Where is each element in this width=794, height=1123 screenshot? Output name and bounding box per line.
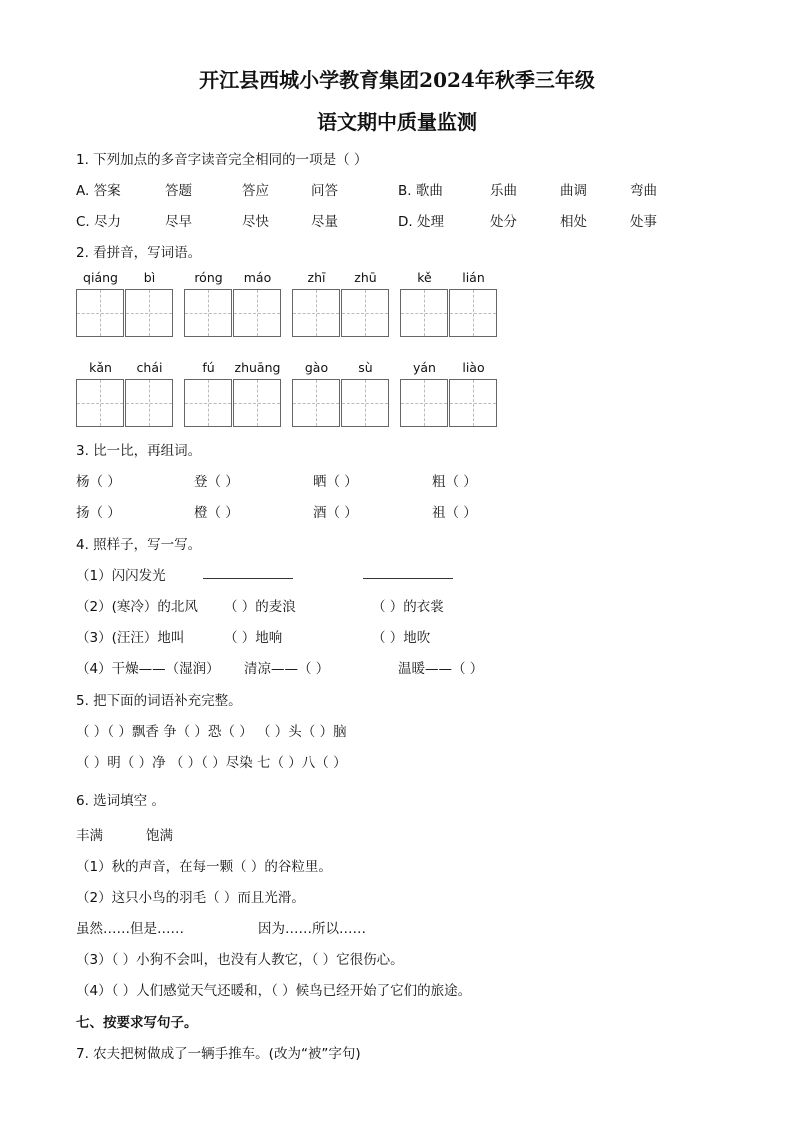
- pinyin-label: qiáng: [83, 270, 118, 285]
- character-grid-box[interactable]: [76, 289, 124, 337]
- q6-word-option: 丰满: [76, 828, 103, 844]
- pinyin-label: máo: [243, 270, 272, 285]
- q1-word: 相处: [560, 214, 587, 230]
- pinyin-label: zhū: [354, 270, 377, 285]
- pinyin-label: kě: [417, 270, 432, 285]
- q4-example-1: （1）闪闪发光: [76, 568, 166, 584]
- pinyin-label: liào: [462, 360, 485, 375]
- q4-item: （ ）的衣裳: [372, 599, 444, 615]
- answer-blank-line[interactable]: [363, 578, 453, 579]
- q6-sentence: （4）（ ）人们感觉天气还暖和，（ ）候鸟已经开始了它们的旅途。: [76, 983, 472, 999]
- pinyin-label: lián: [462, 270, 485, 285]
- q6-sentence: （2）这只小鸟的羽毛（ ）而且光滑。: [76, 890, 305, 906]
- character-grid-box[interactable]: [341, 379, 389, 427]
- pinyin-label: yán: [413, 360, 436, 375]
- character-grid-box[interactable]: [233, 289, 281, 337]
- character-grid-box[interactable]: [184, 379, 232, 427]
- pinyin-label: gào: [304, 360, 329, 375]
- q3-item: 登（ ）: [194, 474, 239, 490]
- q6-word-option: 虽然……但是……: [76, 921, 184, 937]
- pinyin-label: fú: [202, 360, 215, 375]
- q1-word: 弯曲: [630, 183, 657, 199]
- q6-prompt: 6. 选词填空 。: [76, 793, 165, 809]
- q1-word: 答应: [242, 183, 269, 199]
- character-grid-box[interactable]: [449, 379, 497, 427]
- answer-blank-line[interactable]: [203, 578, 293, 579]
- pinyin-label: sù: [358, 360, 373, 375]
- character-grid-box[interactable]: [292, 379, 340, 427]
- character-grid-box[interactable]: [184, 289, 232, 337]
- pinyin-label: róng: [194, 270, 223, 285]
- pinyin-label: bì: [143, 270, 156, 285]
- q4-item: 温暖——（ ）: [398, 661, 484, 677]
- pinyin-label: chái: [136, 360, 163, 375]
- character-grid-box[interactable]: [341, 289, 389, 337]
- q5-prompt: 5. 把下面的词语补充完整。: [76, 693, 242, 709]
- pinyin-label: zhī: [307, 270, 326, 285]
- q6-word-option: 饱满: [146, 828, 173, 844]
- q1-word: 尽快: [242, 214, 269, 230]
- q3-prompt: 3. 比一比，再组词。: [76, 443, 202, 459]
- q3-item: 扬（ ）: [76, 505, 121, 521]
- q1-word: 尽量: [311, 214, 338, 230]
- q3-item: 晒（ ）: [313, 474, 358, 490]
- character-grid-box[interactable]: [400, 379, 448, 427]
- q4-item: （4）干燥——（湿润）: [76, 661, 220, 677]
- exam-subtitle: 语文期中质量监测: [317, 110, 477, 134]
- q3-item: 杨（ ）: [76, 474, 121, 490]
- q4-item: （2）(寒冷）的北风: [76, 599, 198, 615]
- pinyin-label: zhuāng: [234, 360, 281, 375]
- q1-word: 答题: [165, 183, 192, 199]
- q6-word-option: 因为……所以……: [258, 921, 366, 937]
- q1-word: 处分: [490, 214, 517, 230]
- q1-prompt: 1. 下列加点的多音字读音完全相同的一项是（ ）: [76, 152, 368, 168]
- q7-prompt: 7. 农夫把树做成了一辆手推车。(改为“被”字句): [76, 1046, 361, 1062]
- q1-word: 乐曲: [490, 183, 517, 199]
- q1-word: 问答: [311, 183, 338, 199]
- q1-option-d: D. 处理: [398, 214, 444, 230]
- character-grid-box[interactable]: [125, 289, 173, 337]
- q1-word: 曲调: [560, 183, 587, 199]
- q3-item: 粗（ ）: [432, 474, 477, 490]
- q1-word: 处事: [630, 214, 657, 230]
- q5-line: （ ）（ ）飘香 争（ ）恐（ ） （ ）头（ ）脑: [76, 724, 347, 740]
- character-grid-box[interactable]: [125, 379, 173, 427]
- q1-option-c: C. 尽力: [76, 214, 122, 230]
- q4-item: （ ）的麦浪: [224, 599, 296, 615]
- q4-item: （3）(汪汪）地叫: [76, 630, 185, 646]
- character-grid-box[interactable]: [400, 289, 448, 337]
- character-grid-box[interactable]: [76, 379, 124, 427]
- q5-line: （ ）明（ ）净 （ ）（ ）尽染 七（ ）八（ ）: [76, 755, 347, 771]
- character-grid-box[interactable]: [292, 289, 340, 337]
- q4-prompt: 4. 照样子，写一写。: [76, 537, 202, 553]
- q6-sentence: （3）（ ）小狗不会叫，也没有人教它，（ ）它很伤心。: [76, 952, 404, 968]
- q4-item: （ ）地吹: [372, 630, 431, 646]
- q1-option-a: A. 答案: [76, 183, 121, 199]
- character-grid-box[interactable]: [233, 379, 281, 427]
- q4-item: （ ）地响: [224, 630, 283, 646]
- q3-item: 酒（ ）: [313, 505, 358, 521]
- q1-word: 尽早: [165, 214, 192, 230]
- q3-item: 祖（ ）: [432, 505, 477, 521]
- section-heading: 七、按要求写句子。: [76, 1015, 198, 1031]
- exam-title: 开江县西城小学教育集团2024年秋季三年级: [199, 68, 595, 92]
- q3-item: 橙（ ）: [194, 505, 239, 521]
- character-grid-box[interactable]: [449, 289, 497, 337]
- q6-sentence: （1）秋的声音，在每一颗（ ）的谷粒里。: [76, 859, 332, 875]
- pinyin-label: kǎn: [89, 360, 112, 375]
- q4-item: 清凉——（ ）: [244, 661, 330, 677]
- q1-option-b: B. 歌曲: [398, 183, 443, 199]
- q2-prompt: 2. 看拼音，写词语。: [76, 245, 202, 261]
